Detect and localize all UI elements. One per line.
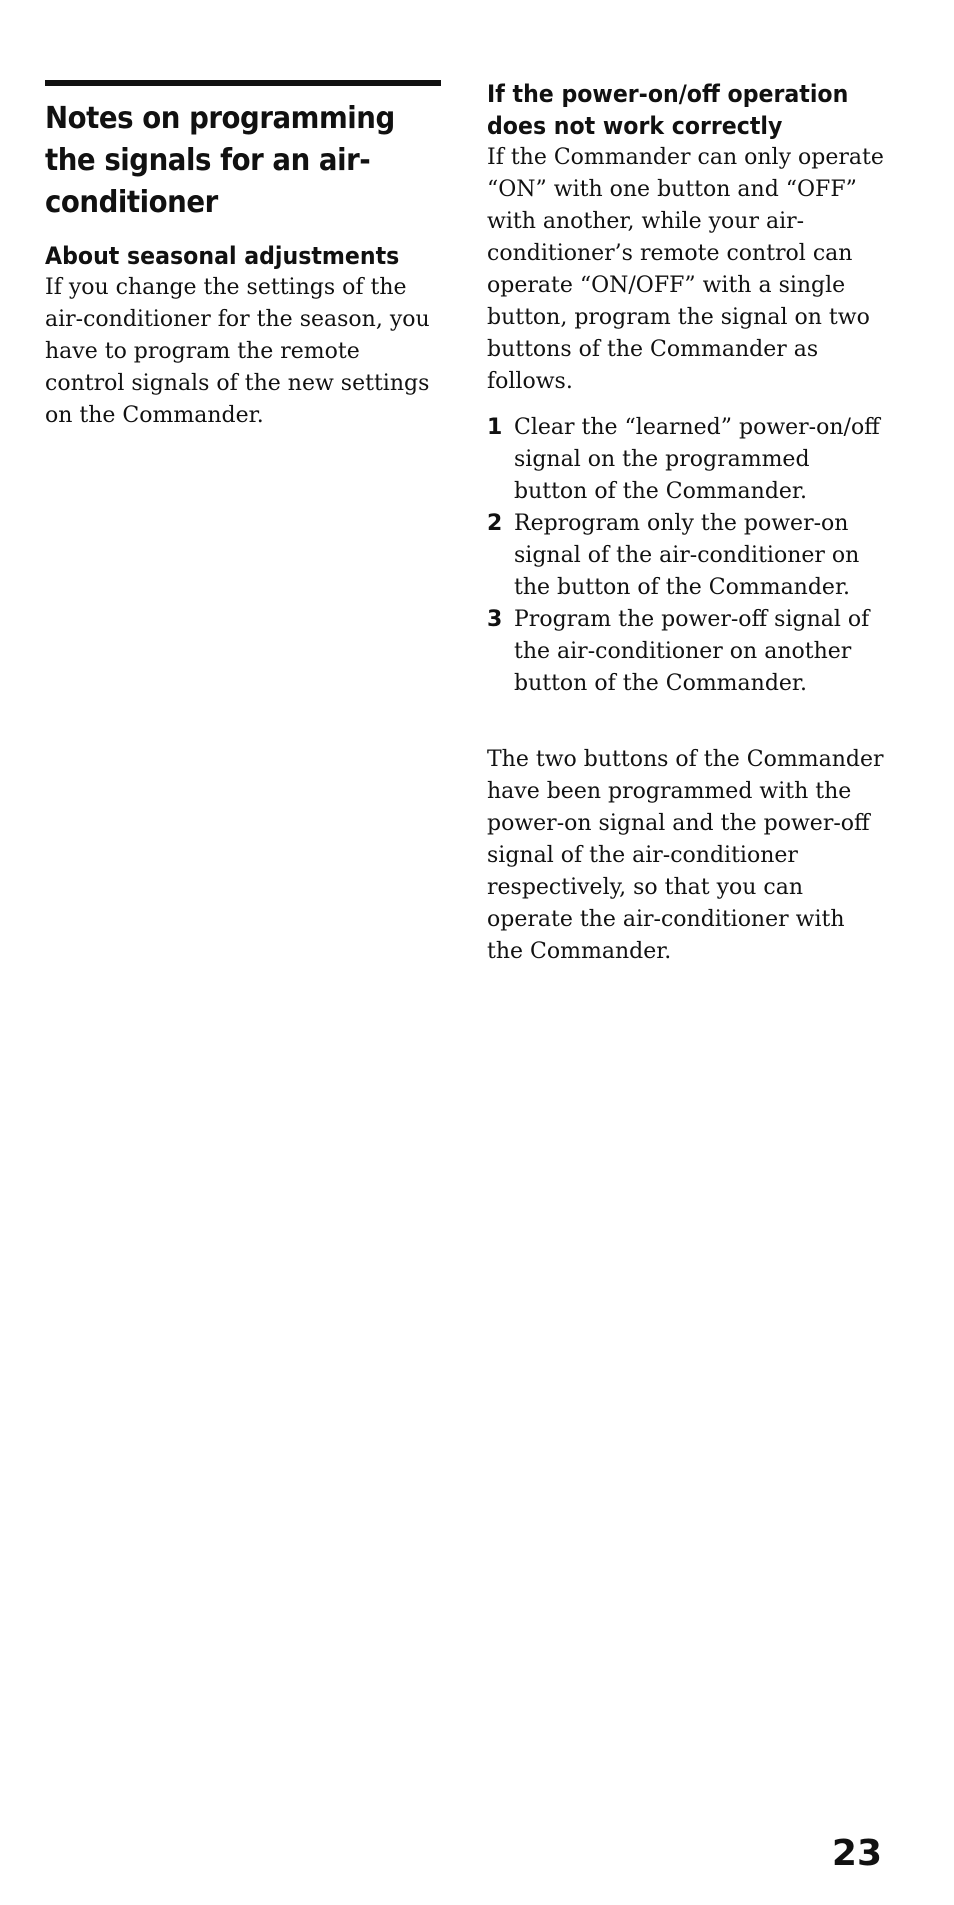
step-item — [487, 412, 887, 508]
section-body-seasonal: If you change the settings of the air-conditioner for the season, you have to program the remote control signals of the new settings on the Commander. — [45, 275, 430, 428]
step-text: Reprogram only the power-on signal of the air-conditioner on the button of the Commander. — [514, 511, 860, 600]
step-text: Clear the “learned” power-on/off signal on the programmed button of the Commander. — [514, 415, 880, 504]
step-item — [487, 604, 887, 700]
section-heading-power: If the power-on/off operation does not work correctly — [487, 80, 849, 140]
title-rule — [45, 80, 441, 86]
steps-list — [487, 412, 887, 700]
page-title: Notes on programming the signals for an air-conditioner — [45, 101, 395, 220]
left-column — [45, 80, 441, 432]
right-column — [487, 78, 887, 968]
step-text: Program the power-off signal of the air-conditioner on another button of the Commander. — [514, 607, 870, 696]
step-number: 1 — [487, 415, 503, 440]
section-heading-seasonal: About seasonal adjustments — [45, 242, 400, 270]
closing-paragraph: The two buttons of the Commander have been programmed with the power-on signal and the power-off signal of the air-conditioner respectively, so that you can operate the air-conditioner with the Commander. — [487, 747, 884, 964]
section-intro-power: If the Commander can only operate “ON” with one button and “OFF” with another, while your air-conditioner’s remote control can operate “ON/OFF” with a single button, program the signal on two buttons of the Commander as follows. — [487, 145, 884, 394]
step-number: 2 — [487, 511, 503, 536]
page-number: 23 — [831, 1833, 882, 1874]
step-item — [487, 508, 887, 604]
step-number: 3 — [487, 607, 503, 632]
